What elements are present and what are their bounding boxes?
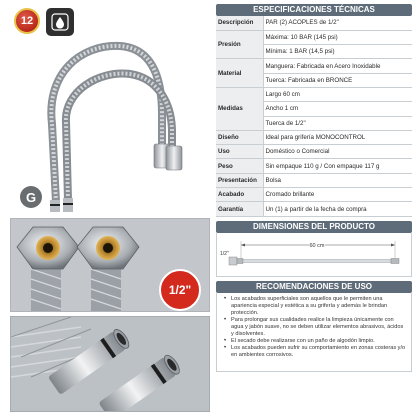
spec-label: Uso <box>216 145 263 159</box>
spec-value: Largo 60 cm <box>263 87 412 101</box>
specs-table <box>216 16 412 217</box>
spec-value: Tuerca: Fabricada en BRONCE <box>263 73 412 87</box>
table-row <box>216 130 412 144</box>
table-row <box>216 59 412 73</box>
spec-label: Material <box>216 59 263 88</box>
spec-value: Máxima: 10 BAR (145 psi) <box>263 30 412 44</box>
table-row <box>216 16 412 30</box>
table-row <box>216 30 412 44</box>
specs-title: ESPECIFICACIONES TÉCNICAS <box>216 4 412 16</box>
table-row <box>216 173 412 187</box>
spec-value: Bolsa <box>263 173 412 187</box>
hose-tips-image <box>11 317 210 412</box>
product-photo-hoses <box>10 4 210 214</box>
spec-label: Acabado <box>216 188 263 202</box>
length-label: 60 cm <box>309 242 325 249</box>
hose-dimension-diagram <box>217 233 411 277</box>
spec-label: Medidas <box>216 87 263 130</box>
spec-value: Cromado brillante <box>263 188 412 202</box>
spec-value: Ancho 1 cm <box>263 102 412 116</box>
specs-section <box>216 4 412 217</box>
table-row <box>216 145 412 159</box>
table-row <box>216 188 412 202</box>
spec-label: Diseño <box>216 130 263 144</box>
spec-label: Presentación <box>216 173 263 187</box>
recommendations-title: RECOMENDACIONES DE USO <box>216 281 412 293</box>
product-info <box>216 4 412 372</box>
recommendations-list <box>231 296 407 360</box>
water-drop-icon <box>51 13 69 31</box>
spec-value: Mínima: 1 BAR (14,5 psi) <box>263 45 412 59</box>
spec-value: Un (1) a partir de la fecha de compra <box>263 202 412 216</box>
years-badge <box>14 8 40 34</box>
list-item: • Los acabados superficiales son aquellos que le permiten una apariencia especial y estética a su grifería y además le brindan protección. <box>231 296 407 317</box>
braided-hoses-image <box>10 4 210 214</box>
spec-label: Presión <box>216 30 263 59</box>
brand-logo-letter: G <box>25 189 37 205</box>
dimensions-drawing <box>216 233 412 277</box>
spec-label: Garantía <box>216 202 263 216</box>
brand-logo <box>20 186 42 208</box>
spec-value: Sin empaque 110 g / Con empaque 117 g <box>263 159 412 173</box>
spec-value: Ideal para grifería MONOCONTROL <box>263 130 412 144</box>
product-photo-nuts <box>10 218 210 312</box>
spec-label: Peso <box>216 159 263 173</box>
spec-value: PAR (2) ACOPLES de 1/2" <box>263 16 412 30</box>
dimensions-title: DIMENSIONES DEL PRODUCTO <box>216 221 412 233</box>
recommendations-section <box>216 281 412 372</box>
list-item: • Para prolongar sus cualidades realice la limpieza únicamente con agua y jabón suave, no se deben utilizar elementos abrasivos, ácidos y disolventes. <box>231 317 407 338</box>
thread-size-badge <box>159 269 201 311</box>
spec-value: Doméstico o Comercial <box>263 145 412 159</box>
table-row <box>216 87 412 101</box>
spec-value: Tuerca de 1/2" <box>263 116 412 130</box>
dimensions-section <box>216 221 412 277</box>
recommendations-body <box>216 293 412 372</box>
table-row <box>216 202 412 216</box>
list-item: • Los acabados pueden sufrir su comportamiento en zonas costeras y/o en ambientes corrosivos. <box>231 345 407 359</box>
thread-label: 1/2" <box>220 250 229 257</box>
thread-size-label: 1/2" <box>168 283 192 297</box>
product-photo-tips <box>10 316 210 412</box>
spec-label: Descripción <box>216 16 263 30</box>
spec-value: Manguera: Fabricada en Acero Inoxidable <box>263 59 412 73</box>
list-item: • El secado debe realizarse con un paño de algodón limpio. <box>231 338 407 345</box>
certification-icon <box>46 8 74 36</box>
years-badge-number: 12 <box>20 15 34 27</box>
table-row <box>216 159 412 173</box>
